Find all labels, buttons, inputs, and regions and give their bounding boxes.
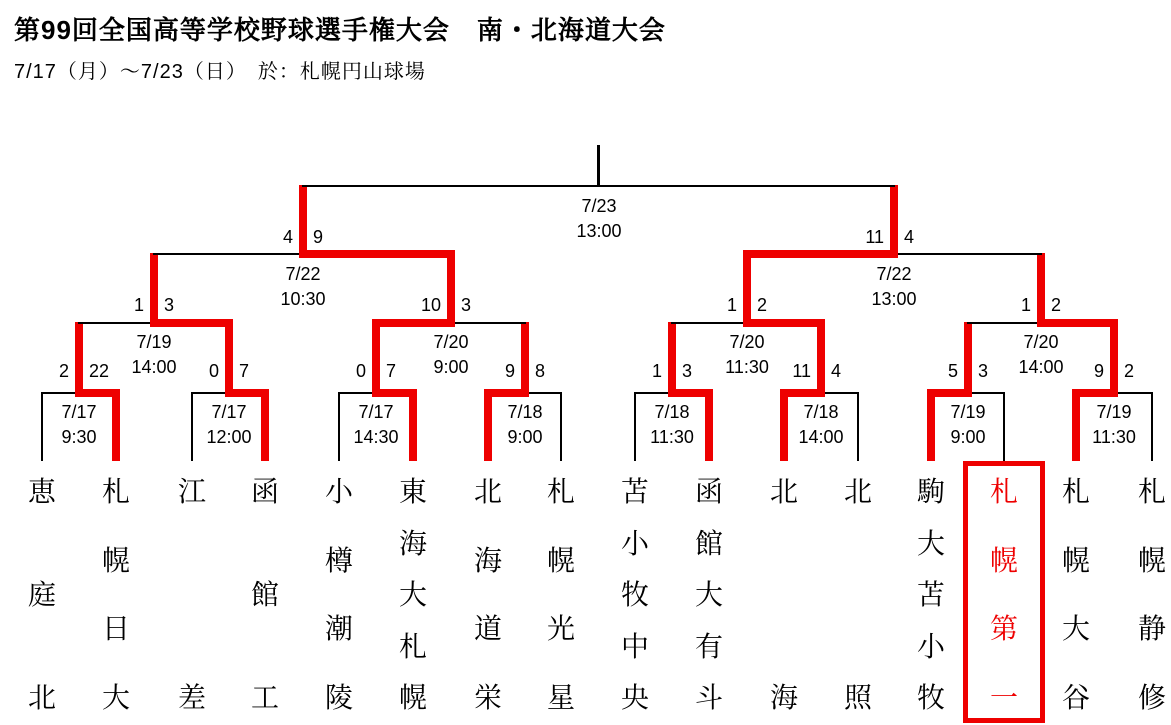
score-left: 1	[1020, 295, 1031, 315]
team-name-char: 小	[916, 630, 945, 662]
team-name-char: 幌	[989, 544, 1018, 576]
team-name-char: 工	[250, 682, 279, 713]
team-name-char: 函	[250, 476, 279, 507]
team-name	[767, 478, 801, 712]
team-name	[396, 478, 430, 712]
team-name-char: 大	[1061, 613, 1090, 645]
team-name-char: 日	[101, 613, 130, 645]
winner-path	[743, 253, 751, 327]
score-left: 11	[792, 361, 811, 381]
match-time: 11:30	[725, 357, 769, 377]
team-name	[471, 478, 505, 712]
match-time: 12:00	[206, 427, 252, 447]
team-name	[618, 478, 652, 712]
match-schedule	[316, 400, 436, 450]
team-name-char: 江	[177, 476, 206, 507]
team-name-char: 苫	[620, 476, 649, 507]
team-name-char: 札	[101, 476, 130, 507]
winner-path	[743, 250, 898, 258]
team-name-char: 海	[769, 682, 798, 713]
team-name-char: 照	[843, 682, 872, 713]
team-name-char: 静	[1137, 613, 1166, 645]
match-schedule	[169, 400, 289, 450]
team-name-char: 修	[1137, 681, 1166, 713]
match-schedule	[391, 330, 511, 380]
score-right: 2	[1051, 295, 1062, 315]
tournament-title: 第99回全国高等学校野球選手権大会 南・北海道大会	[14, 15, 666, 45]
match-date: 7/19	[136, 332, 172, 352]
match-date: 7/17	[61, 402, 97, 422]
match-date: 7/22	[876, 264, 912, 284]
winner-path	[1110, 322, 1118, 397]
team-name-char: 大	[398, 579, 427, 610]
score-right: 4	[831, 361, 842, 381]
score-left: 1	[726, 295, 737, 315]
score-left: 1	[651, 361, 662, 381]
team-name-char: 第	[989, 613, 1018, 645]
team-name-char: 幌	[1061, 544, 1090, 576]
team-name-char: 大	[694, 579, 723, 610]
team-name-char: 北	[843, 476, 872, 507]
team-name-char: 大	[916, 527, 945, 559]
team-name-char: 札	[1061, 476, 1090, 507]
team-name-char: 潮	[324, 613, 353, 645]
team-name	[1135, 478, 1169, 712]
match-date: 7/17	[211, 402, 247, 422]
tournament-schedule: 7/17（月）～7/23（日） 於：札幌円山球場	[14, 61, 426, 83]
team-name	[914, 478, 948, 712]
match-time: 9:00	[507, 427, 543, 447]
team-name-char: 大	[101, 681, 130, 713]
winner-path	[150, 319, 233, 327]
team-name-char: 道	[473, 613, 502, 645]
match-time: 9:30	[61, 427, 97, 447]
team-name-char: 小	[620, 527, 649, 559]
score-right: 7	[239, 361, 250, 381]
team-name-char: 東	[398, 476, 427, 507]
team-name-char: 陵	[324, 681, 353, 713]
team-name-char: 札	[1137, 476, 1166, 507]
match-time: 13:00	[871, 289, 917, 309]
match-schedule	[687, 330, 807, 380]
team-name	[692, 478, 726, 712]
match-time: 14:00	[131, 357, 177, 377]
team-name-char: 幌	[398, 682, 427, 713]
match-schedule	[539, 194, 659, 244]
match-time: 11:30	[1092, 427, 1136, 447]
team-name	[99, 478, 133, 712]
score-left: 9	[1093, 361, 1104, 381]
team-name-char: 牧	[620, 579, 649, 610]
team-name-char: 牧	[916, 682, 945, 713]
team-name-char: 斗	[694, 682, 723, 713]
match-time: 13:00	[576, 221, 622, 241]
score-left: 0	[355, 361, 366, 381]
score-right: 9	[313, 227, 324, 247]
match-date: 7/18	[507, 402, 543, 422]
match-schedule	[834, 262, 954, 312]
match-time: 14:00	[1018, 357, 1064, 377]
bracket-line	[597, 145, 600, 187]
team-name-char: 館	[250, 579, 279, 610]
team-name-char: 幌	[101, 544, 130, 576]
team-name	[248, 478, 282, 712]
score-right: 2	[757, 295, 768, 315]
team-name	[322, 478, 356, 712]
team-name-char: 一	[989, 681, 1018, 713]
team-name-char: 北	[473, 476, 502, 507]
score-right: 3	[682, 361, 693, 381]
winner-path	[447, 253, 455, 327]
winner-path	[150, 253, 158, 327]
team-name-char: 央	[620, 682, 649, 713]
team-name-char: 中	[620, 630, 649, 662]
team-name-char: 北	[27, 682, 56, 713]
score-left: 10	[420, 295, 441, 315]
team-name-char: 光	[546, 613, 575, 645]
match-schedule	[908, 400, 1028, 450]
team-name	[25, 478, 59, 712]
team-name-char: 海	[473, 544, 502, 576]
team-name	[544, 478, 578, 712]
winner-path	[817, 322, 825, 397]
team-name-char: 札	[546, 476, 575, 507]
team-name-char: 恵	[27, 476, 56, 507]
winner-path	[521, 322, 529, 397]
score-left: 9	[504, 361, 515, 381]
match-schedule	[19, 400, 139, 450]
match-date: 7/22	[285, 264, 321, 284]
winner-path	[299, 250, 455, 258]
team-name-char: 海	[398, 527, 427, 559]
winner-path	[890, 185, 898, 258]
team-name-char: 樽	[324, 544, 353, 576]
team-name-char: 庭	[27, 579, 56, 610]
match-time: 9:00	[433, 357, 469, 377]
match-date: 7/19	[950, 402, 986, 422]
match-schedule	[94, 330, 214, 380]
score-left: 4	[282, 227, 293, 247]
score-left: 2	[58, 361, 69, 381]
score-right: 2	[1124, 361, 1135, 381]
score-left: 5	[947, 361, 958, 381]
winner-path	[964, 322, 972, 397]
team-name-char: 幌	[1137, 544, 1166, 576]
match-date: 7/17	[358, 402, 394, 422]
match-schedule	[465, 400, 585, 450]
match-time: 9:00	[950, 427, 986, 447]
score-right: 7	[386, 361, 397, 381]
team-name-char: 館	[694, 527, 723, 559]
team-name-char: 札	[398, 630, 427, 662]
match-schedule	[612, 400, 732, 450]
winner-path	[1037, 253, 1045, 327]
match-date: 7/20	[729, 332, 765, 352]
team-name-char: 谷	[1061, 681, 1090, 713]
team-name-char: 栄	[473, 681, 502, 713]
winner-path	[372, 319, 455, 327]
team-name-char: 小	[324, 476, 353, 507]
score-right: 3	[461, 295, 472, 315]
match-date: 7/18	[654, 402, 690, 422]
score-right: 4	[904, 227, 915, 247]
team-name-char: 差	[177, 682, 206, 713]
score-right: 3	[978, 361, 989, 381]
team-name	[175, 478, 209, 712]
team-name-char: 札	[989, 476, 1018, 507]
match-schedule	[1054, 400, 1171, 450]
winner-path	[1037, 319, 1118, 327]
match-schedule	[981, 330, 1101, 380]
team-name-char: 苫	[916, 579, 945, 610]
team-name	[1059, 478, 1093, 712]
match-date: 7/20	[1023, 332, 1059, 352]
match-date: 7/19	[1096, 402, 1132, 422]
winner-path	[225, 322, 233, 397]
match-time: 14:00	[798, 427, 844, 447]
score-left: 0	[208, 361, 219, 381]
winner-path	[299, 185, 307, 258]
score-left: 11	[865, 227, 884, 247]
score-right: 8	[535, 361, 546, 381]
winner-path	[668, 322, 676, 397]
team-name-char: 北	[769, 476, 798, 507]
highlighted-team-box	[963, 461, 1045, 723]
match-time: 11:30	[650, 427, 694, 447]
winner-path	[372, 322, 380, 397]
match-time: 14:30	[353, 427, 399, 447]
team-name	[841, 478, 875, 712]
match-date: 7/20	[433, 332, 469, 352]
score-right: 3	[164, 295, 175, 315]
match-date: 7/18	[803, 402, 839, 422]
match-time: 10:30	[280, 289, 326, 309]
match-date: 7/23	[581, 196, 617, 216]
score-right: 22	[89, 361, 110, 381]
team-name-char: 駒	[916, 476, 945, 507]
team-name-char: 星	[546, 681, 575, 713]
team-name-char: 函	[694, 476, 723, 507]
winner-path	[743, 319, 825, 327]
team-name-char: 幌	[546, 544, 575, 576]
match-schedule	[761, 400, 881, 450]
team-name-char: 有	[694, 630, 723, 662]
score-left: 1	[133, 295, 144, 315]
match-schedule	[243, 262, 363, 312]
winner-path	[75, 322, 83, 397]
